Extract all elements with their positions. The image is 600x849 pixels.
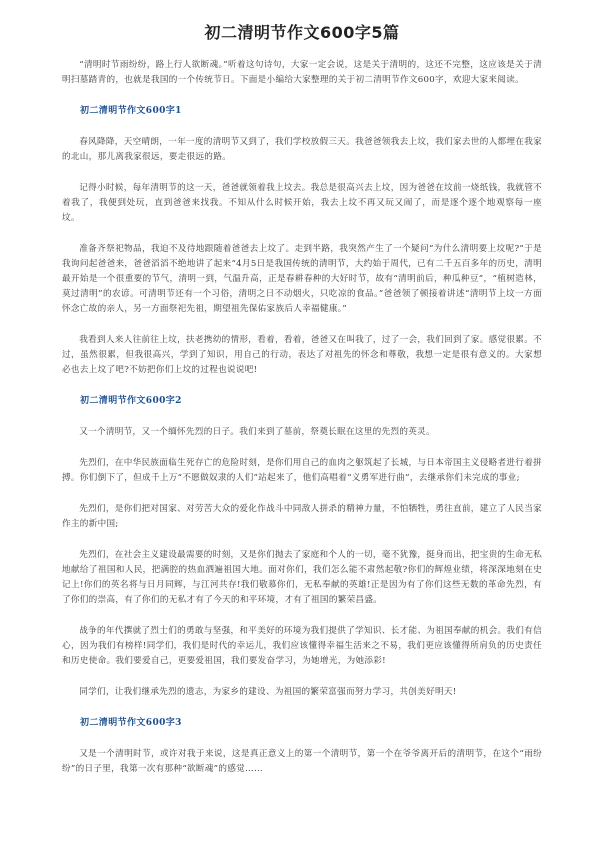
paragraph: 战争的年代撰就了烈士们的勇敢与坚强，和平美好的环境为我们提供了学知识、长才能、为祖国奉献的机会。我们有信心，因为我们有榜样!同学们，我们是时代的幸运儿，我们应该懂得幸福生活来之不易，我们更应该懂得所肩负的历史责任和历史使命。我们要爱自己，更要爱祖国，我们要发奋学习，为她增光，为她添彩! [62, 626, 542, 666]
article-section-1 [62, 104, 542, 378]
section-heading: 初二清明节作文600字2 [80, 396, 182, 406]
page-title: 初二清明节作文600字5篇 [204, 23, 400, 42]
section-heading: 初二清明节作文600字1 [80, 106, 182, 116]
paragraph: 先烈们，在中华民族面临生死存亡的危险时刻，是你们用自己的血肉之躯筑起了长城，与日本帝国主义侵略者进行着拼搏。你们倒下了，但成千上万“不愿做奴隶的人们”站起来了，他们高唱着“义勇军进行曲”，去继承你们未完成的事业; [62, 458, 542, 483]
paragraph: 又一个清明节，又一个缅怀先烈的日子。我们来到了墓前，祭奠长眠在这里的先烈的英灵。 [79, 427, 435, 437]
article-section-3 [62, 716, 542, 777]
paragraph: 春风降降，天空晴朗，一年一度的清明节又到了，我们学校放假三天。我爸爸领我去上坟，我们家去世的人都埋在我家的北山，那儿离我家很远，要走很远的路。 [62, 137, 542, 162]
paragraph: 又是一个清明时节，或许对我于来说，这是真正意义上的第一个清明节，第一个在爷爷离开后的清明节，在这个“雨纷纷”的日子里，我第一次有那种“欲断魂”的感觉…… [62, 749, 542, 774]
paragraph: 我看到人来人往前往上坟，扶老携幼的情形，看着，看着，爸爸又在叫我了，过了一会，我们回到了家。感觉很累。不过，虽然很累，但我很高兴，学到了知识，用自己的行动，表达了对祖先的怀念和尊敬，我想一定是很有意义的。大家想必也去上坟了吧?不妨把你们上坟的过程也说说吧! [62, 335, 542, 375]
paragraph: 先烈们，是你们把对国家、对劳苦大众的爱化作战斗中同敌人拼杀的精神力量，不怕牺牲，勇往直前，建立了人民当家作主的新中国; [62, 504, 542, 529]
paragraph: 同学们，让我们继承先烈的遗志，为家乡的建设、为祖国的繁荣富强而努力学习，共创美好明天! [79, 687, 457, 697]
paragraph: 先烈们，在社会主义建设最需要的时刻，又是你们抛去了家庭和个人的一切，毫不犹豫，挺身而出，把宝贵的生命无私地献给了祖国和人民，把满腔的热血洒遍祖国大地。面对你们，我们怎么能不肃然起敬?你们的辉煌业绩，将深深地刻在史记上!你们的英名将与日月同辉，与江河共存!我们敬慕你们，无私奉献的英雄!正是因为有了你们这些无数的革命先烈，有了你们的崇高，有了你们的无私才有了今天的和平环境，才有了祖国的繁荣昌盛。 [62, 550, 542, 605]
paragraph: 记得小时候，每年清明节的这一天，爸爸就领着我上坟去。我总是很高兴去上坟，因为爸爸在坟前一烧纸钱，我就管不着我了，我便到处玩，直到爸爸来找我。不知从什么时候开始，我去上坟不再又玩又闹了，而是逐个逐个地观察每一座坟。 [62, 183, 542, 223]
paragraph: 准备齐祭祀物品，我迫不及待地跟随着爸爸去上坟了。走到半路，我突然产生了一个疑问“为什么清明要上坟呢?”于是我询问起爸爸来，爸爸滔滔不绝地讲了起来“4月5日是我国传统的清明节，大约始于周代，已有二千五百多年的历史，清明最开始是一个很重要的节气，清明一到，气温升高，正是春耕春种的大好时节，故有“清明前后，种瓜种豆”，“植树造林，莫过清明”的农谚。可清明节还有一个习俗，清明之日不动烟火，只吃凉的食品。”爸爸领了顿接着讲述“清明节上坟一方面怀念亡故的亲人，另一方面祭祀先祖，期望祖先保佑家族后人幸福健康。” [62, 244, 542, 314]
article-section-2 [62, 394, 542, 700]
section-heading: 初二清明节作文600字3 [80, 718, 182, 728]
intro-paragraph: “清明时节雨纷纷，路上行人欲断魂。”听着这句诗句，大家一定会说，这是关于清明的，这还不完整，这应该是关于清明扫墓踏青的，也就是我国的一个传统节日。下面是小编给大家整理的关于初二清明节作文600字，欢迎大家来阅读。 [62, 60, 542, 85]
